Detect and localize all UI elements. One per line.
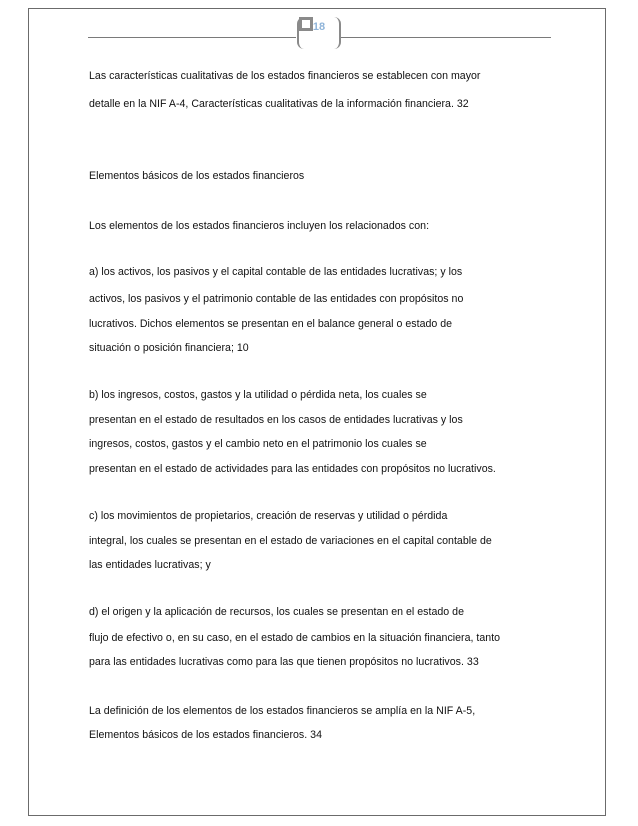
list-item-line: lucrativos. Dichos elementos se presentan en el balance general o estado de xyxy=(89,318,453,330)
list-item-line: para las entidades lucrativas como para las que tienen propósitos no lucrativos. 33 xyxy=(89,656,479,668)
paragraph-line: detalle en la NIF A-4, Características cualitativas de la información financiera. 32 xyxy=(89,98,469,110)
section-heading: Elementos básicos de los estados financieros xyxy=(89,170,305,182)
page-border xyxy=(28,8,606,816)
list-item-line: flujo de efectivo o, en su caso, en el estado de cambios en la situación financiera, tanto xyxy=(89,632,501,644)
list-item-line: ingresos, costos, gastos y el cambio neto en el patrimonio los cuales se xyxy=(89,438,427,450)
list-item-line: las entidades lucrativas; y xyxy=(89,559,211,571)
list-item-line: situación o posición financiera; 10 xyxy=(89,342,249,354)
page-number: 18 xyxy=(312,21,326,33)
header-rule-left xyxy=(88,37,296,38)
list-item-line: d) el origen y la aplicación de recursos, los cuales se presentan en el estado de xyxy=(89,606,464,618)
header-rule-right xyxy=(341,37,551,38)
list-item-line: integral, los cuales se presentan en el estado de variaciones en el capital contable de xyxy=(89,535,492,547)
list-item-line: c) los movimientos de propietarios, creación de reservas y utilidad o pérdida xyxy=(89,510,448,522)
paragraph-line: La definición de los elementos de los estados financieros se amplía en la NIF A-5, xyxy=(89,705,476,717)
list-item-line: activos, los pasivos y el patrimonio contable de las entidades con propósitos no xyxy=(89,293,464,305)
paragraph-line: Las características cualitativas de los estados financieros se establecen con mayor xyxy=(89,70,481,82)
paragraph-line: Elementos básicos de los estados financieros. 34 xyxy=(89,729,322,741)
list-item-line: b) los ingresos, costos, gastos y la utilidad o pérdida neta, los cuales se xyxy=(89,389,427,401)
list-item-line: a) los activos, los pasivos y el capital contable de las entidades lucrativas; y los xyxy=(89,266,463,278)
list-item-line: presentan en el estado de actividades para las entidades con propósitos no lucrativos. xyxy=(89,463,496,475)
list-item-line: presentan en el estado de resultados en los casos de entidades lucrativas y los xyxy=(89,414,463,426)
paragraph-line: Los elementos de los estados financieros incluyen los relacionados con: xyxy=(89,220,430,232)
